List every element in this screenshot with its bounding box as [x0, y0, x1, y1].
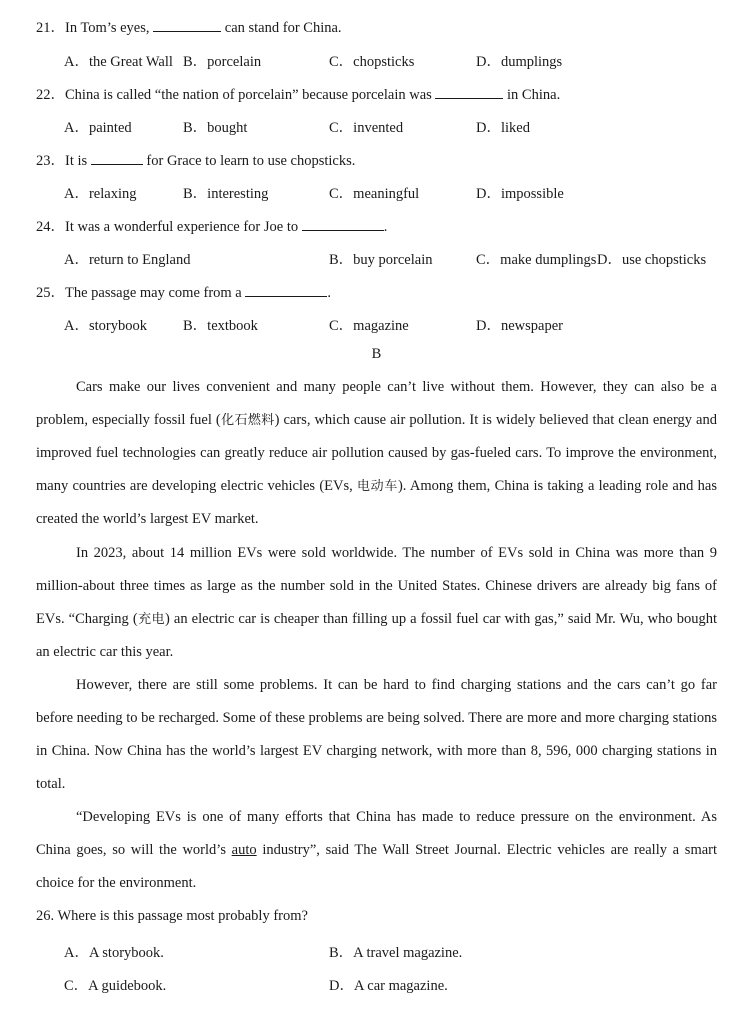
option-a[interactable]: A．A storybook.: [64, 945, 164, 961]
question-text: It is: [65, 153, 88, 169]
question-21: 21．In Tom’s eyes, can stand for China.: [36, 20, 342, 36]
question-text: .: [327, 285, 331, 301]
question-text: .: [383, 219, 388, 235]
chinese-gloss: 电动车: [357, 479, 398, 494]
question-25: 25．The passage may come from a .: [36, 285, 331, 301]
answer-blank[interactable]: [435, 86, 503, 99]
passage-paragraph-2: [36, 537, 717, 669]
option-a[interactable]: A．storybook: [64, 318, 147, 334]
option-a[interactable]: A．painted: [64, 120, 132, 136]
option-c[interactable]: C．invented: [329, 120, 404, 136]
question-text: China is called “the nation of porcelain” because porcelain was: [65, 87, 432, 103]
option-a[interactable]: A．relaxing: [64, 186, 137, 202]
question-number: 25: [36, 285, 51, 301]
answer-blank[interactable]: [91, 152, 143, 165]
option-d[interactable]: D．A car magazine.: [329, 978, 448, 994]
option-c[interactable]: C．A guidebook.: [64, 978, 167, 994]
option-b[interactable]: B．A travel magazine.: [329, 945, 463, 961]
question-22: 22．China is called “the nation of porcelain” because porcelain was in China.: [36, 87, 561, 103]
option-b[interactable]: B．buy porcelain: [329, 252, 433, 268]
passage-paragraph-4: [36, 801, 717, 900]
question-text: The passage may come from a: [65, 285, 242, 301]
option-b[interactable]: B．interesting: [183, 186, 269, 202]
option-a[interactable]: A．return to England: [64, 252, 191, 268]
option-d[interactable]: D．use chopsticks: [597, 252, 707, 268]
option-c[interactable]: C．magazine: [329, 318, 409, 334]
paragraph-text: industry”, said The Wall Street Journal. Electric vehicles are really a smart choice for the environment.: [36, 842, 718, 891]
option-b[interactable]: B．porcelain: [183, 54, 262, 70]
question-number: 23: [36, 153, 51, 169]
option-b[interactable]: B．textbook: [183, 318, 258, 334]
question-23: 23．It is for Grace to learn to use chopsticks.: [36, 153, 356, 169]
paragraph-text: ). Among them, China is taking a leading role and has created the world’s largest EV market.: [36, 478, 717, 527]
passage-paragraph-3: [36, 669, 717, 801]
option-d[interactable]: D．dumplings: [476, 54, 563, 70]
option-c[interactable]: C．make dumplings: [476, 252, 597, 268]
paragraph-text: “Developing EVs is one of many efforts that China has made to reduce pressure on the environment. As China goes, so will the world’s: [36, 809, 717, 858]
question-number: 22: [36, 87, 51, 103]
answer-blank[interactable]: [245, 284, 327, 297]
option-a[interactable]: A．the Great Wall: [64, 54, 173, 70]
paragraph-text: In 2023, about 14 million EVs were sold worldwide. The number of EVs sold in China was more than 9 million-about three times as large as the number sold in the United States. Chinese drivers are already big fans of EVs. “Charging (: [36, 545, 717, 627]
passage-paragraph-1: [36, 371, 717, 536]
option-b[interactable]: B．bought: [183, 120, 248, 136]
option-c[interactable]: C．meaningful: [329, 186, 420, 202]
option-d[interactable]: D．impossible: [476, 186, 564, 202]
chinese-gloss: 化石燃料: [220, 413, 275, 428]
underlined-word: auto: [231, 842, 257, 858]
question-text: It was a wonderful experience for Joe to: [65, 219, 299, 235]
question-text: in China.: [507, 87, 561, 103]
answer-blank[interactable]: [302, 218, 384, 231]
option-c[interactable]: C．chopsticks: [329, 54, 415, 70]
paragraph-text: However, there are still some problems. It can be hard to find charging stations and the cars can’t go far before needing to be recharged. Some of these problems are being solved. There are more and more charging stations in China. Now China has the world’s largest EV charging network, with more than 8, 596, 000 charging stations in total.: [36, 677, 717, 792]
option-d[interactable]: D．newspaper: [476, 318, 563, 334]
paragraph-text: ) cars, which cause air pollution. It is widely believed that clean energy and improved fuel technologies can greatly reduce air pollution caused by gas-fueled cars. To improve the environment, many countries are developing electric vehicles (EVs,: [36, 412, 717, 494]
question-text: for Grace to learn to use chopsticks.: [146, 153, 356, 169]
paragraph-text: Cars make our lives convenient and many people can’t live without them. However, they can also be a problem, especially fossil fuel (: [36, 379, 717, 428]
question-number: 21: [36, 20, 51, 36]
chinese-gloss: 充电: [137, 612, 166, 627]
question-text: can stand for China.: [224, 20, 342, 36]
answer-blank[interactable]: [153, 19, 221, 32]
section-title: B: [371, 346, 382, 362]
question-number: 24: [36, 219, 51, 235]
question-text: In Tom’s eyes,: [65, 20, 150, 36]
paragraph-text: ) an electric car is cheaper than filling up a fossil fuel car with gas,” said Mr. Wu, who bought an electric car this year.: [36, 611, 717, 660]
option-d[interactable]: D．liked: [476, 120, 530, 136]
question-24: 24．It was a wonderful experience for Joe to .: [36, 219, 388, 235]
question-26: 26. Where is this passage most probably from?: [36, 908, 308, 924]
